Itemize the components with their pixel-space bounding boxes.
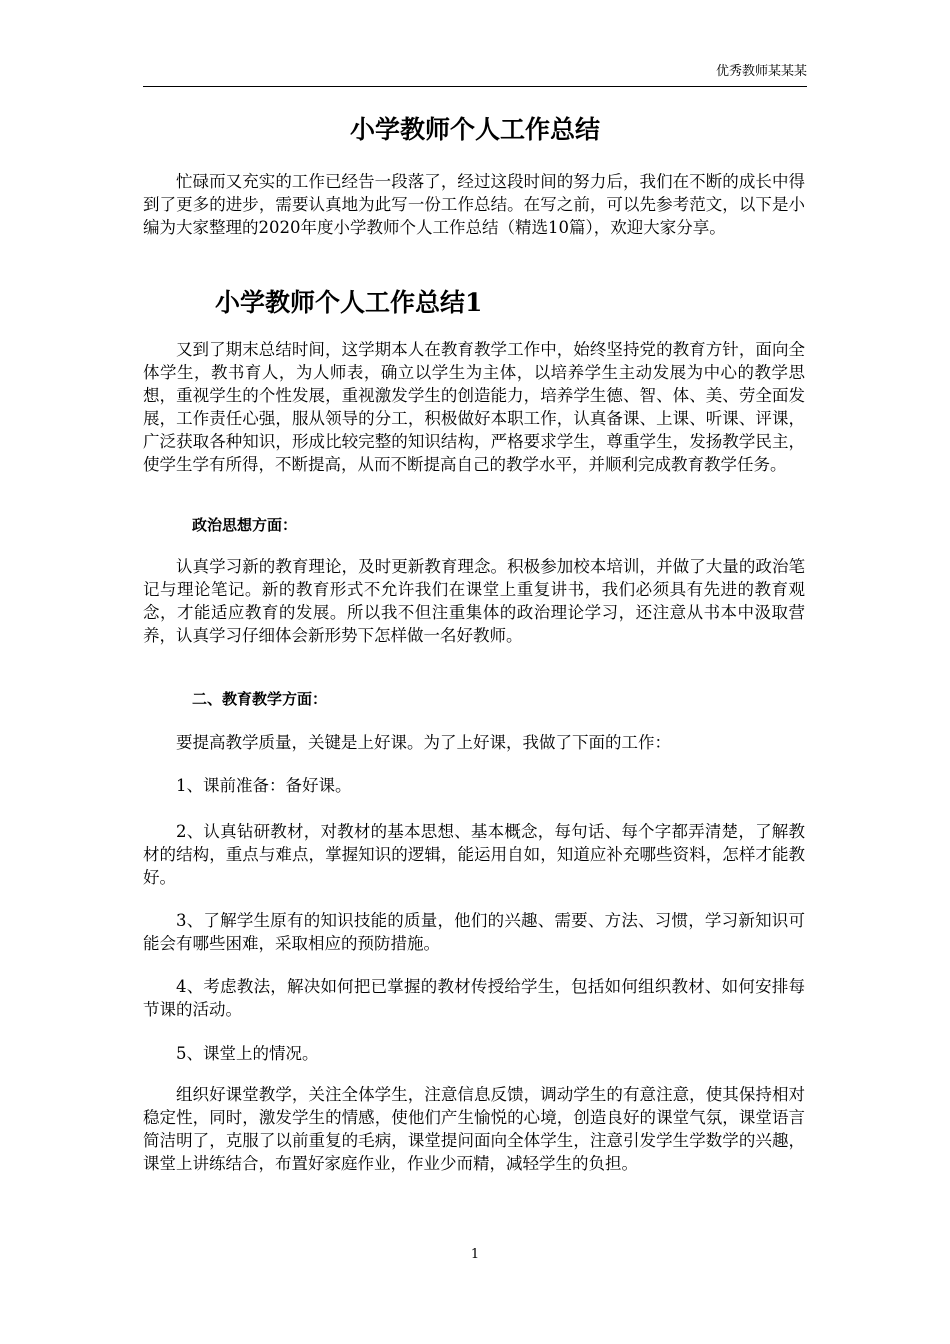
list-item-5: 5、课堂上的情况。	[176, 1044, 319, 1063]
section-paragraph-2: 认真学习新的教育理论，及时更新教育理念。积极参加校本培训，并做了大量的政治笔记与理论笔记。新的教育形式不允许我们在课堂上重复讲书，我们必须具有先进的教育观念，才能适应教育的发展。所以我不但注重集体的政治理论学习，还注意从书本中汲取营养，认真学习仔细体会新形势下怎样做一名好教师。	[143, 557, 805, 645]
section-heading-teaching: 二、教育教学方面：	[192, 690, 328, 708]
section-paragraph-1: 又到了期末总结时间，这学期本人在教育教学工作中，始终坚持党的教育方针，面向全体学生，教书育人，为人师表，确立以学生为主体，以培养学生主动发展为中心的教学思想，重视学生的个性发展，重视激发学生的创造能力，培养学生德、智、体、美、劳全面发展，工作责任心强，服从领导的分工，积极做好本职工作，认真备课、上课、听课、评课，广泛获取各种知识，形成比较完整的知识结构，严格要求学生，尊重学生，发扬教学民主，使学生学有所得，不断提高，从而不断提高自己的教学水平，并顺利完成教育教学任务。	[143, 340, 805, 474]
list-item-3: 3、了解学生原有的知识技能的质量，他们的兴趣、需要、方法、习惯，学习新知识可能会有哪些困难，采取相应的预防措施。	[143, 911, 805, 953]
section-heading-politics: 政治思想方面：	[192, 516, 298, 534]
list-item-2: 2、认真钻研教材，对教材的基本思想、基本概念，每句话、每个字都弄清楚，了解教材的结构，重点与难点，掌握知识的逻辑，能运用自如，知道应补充哪些资料，怎样才能教好。	[143, 822, 805, 887]
section-paragraph-4: 组织好课堂教学，关注全体学生，注意信息反馈，调动学生的有意注意，使其保持相对稳定性，同时，激发学生的情感，使他们产生愉悦的心境，创造良好的课堂气氛，课堂语言简洁明了，克服了以前重复的毛病，课堂提问面向全体学生，注意引发学生学数学的兴趣，课堂上讲练结合，布置好家庭作业，作业少而精，减轻学生的负担。	[143, 1085, 805, 1173]
header-author: 优秀教师某某某	[715, 64, 807, 79]
list-item-1: 1、课前准备：备好课。	[176, 776, 352, 795]
list-item-4: 4、考虑教法，解决如何把已掌握的教材传授给学生，包括如何组织教材、如何安排每节课的活动。	[143, 977, 805, 1019]
document-title: 小学教师个人工作总结	[349, 115, 600, 144]
page-number: 1	[470, 1247, 480, 1262]
intro-paragraph: 忙碌而又充实的工作已经告一段落了，经过这段时间的努力后，我们在不断的成长中得到了更多的进步，需要认真地为此写一份工作总结。在写之前，可以先参考范文，以下是小编为大家整理的2020年度小学教师个人工作总结（精选10篇），欢迎大家分享。	[143, 172, 805, 237]
section-title: 小学教师个人工作总结1	[215, 288, 483, 317]
section-paragraph-3: 要提高教学质量，关键是上好课。为了上好课，我做了下面的工作：	[176, 733, 671, 752]
page-header	[143, 48, 807, 87]
